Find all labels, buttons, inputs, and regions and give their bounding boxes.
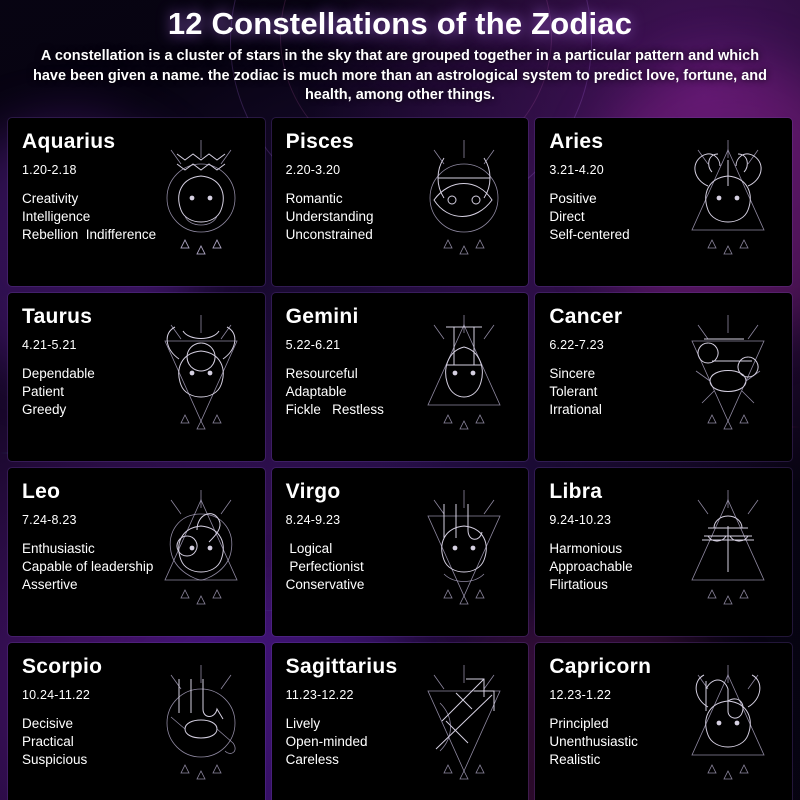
sign-trait: Tolerant: [549, 383, 598, 399]
zodiac-card[interactable]: [535, 118, 792, 286]
sign-dates: 6.22-7.23: [549, 337, 604, 352]
sign-traits: [286, 715, 515, 769]
sign-trait: Decisive: [22, 715, 74, 731]
sign-traits: [549, 365, 778, 419]
sign-trait: Lively: [285, 715, 321, 731]
sign-trait: Adaptable: [285, 383, 347, 399]
sign-trait: Unconstrained: [285, 226, 373, 242]
zodiac-card[interactable]: [272, 468, 529, 636]
sign-trait: Intelligence: [22, 208, 91, 224]
sign-dates: 8.24-9.23: [285, 512, 341, 527]
sign-dates: 3.21-4.20: [549, 162, 604, 177]
sign-name: Pisces: [285, 129, 355, 153]
sign-trait: Practical: [22, 733, 74, 749]
sign-trait: Creativity: [22, 190, 79, 206]
poster-header: [0, 0, 800, 110]
sign-trait: Open-minded: [285, 733, 368, 749]
sign-trait: Suspicious: [22, 751, 88, 767]
sign-name: Aries: [549, 129, 604, 153]
sign-dates: 4.21-5.21: [22, 337, 77, 352]
sign-trait: Harmonious: [549, 540, 623, 556]
sign-name: Taurus: [22, 304, 93, 328]
zodiac-card[interactable]: [8, 643, 265, 800]
zodiac-card[interactable]: [272, 293, 529, 461]
sign-trait: Fickle Restless: [285, 401, 384, 417]
sign-trait: Irrational: [549, 401, 602, 417]
sign-dates: 1.20-2.18: [22, 162, 77, 177]
sign-trait: Conservative: [285, 576, 365, 592]
sign-name: Leo: [22, 479, 61, 503]
sign-trait: Capable of leadership: [22, 558, 154, 574]
sign-trait: Assertive: [22, 576, 78, 592]
sign-trait: Resourceful: [285, 365, 358, 381]
sign-traits: [22, 715, 251, 769]
zodiac-card[interactable]: [8, 118, 265, 286]
sign-name: Virgo: [285, 479, 341, 503]
sign-dates: 10.24-11.22: [22, 687, 90, 702]
sign-trait: Dependable: [22, 365, 95, 381]
sign-trait: Romantic: [285, 190, 343, 206]
sign-traits: [286, 540, 515, 594]
sign-name: Cancer: [549, 304, 623, 328]
sign-trait: Realistic: [549, 751, 601, 767]
sign-name: Capricorn: [549, 654, 652, 678]
zodiac-card[interactable]: [535, 468, 792, 636]
sign-trait: Logical: [285, 540, 333, 556]
zodiac-card[interactable]: [8, 293, 265, 461]
sign-traits: [549, 715, 778, 769]
sign-trait: Unenthusiastic: [549, 733, 638, 749]
sign-trait: Self-centered: [549, 226, 630, 242]
sign-name: Aquarius: [22, 129, 116, 153]
sign-trait: Principled: [549, 715, 609, 731]
sign-dates: 9.24-10.23: [549, 512, 612, 527]
sign-dates: 2.20-3.20: [285, 162, 341, 177]
sign-name: Gemini: [285, 304, 359, 328]
sign-trait: Greedy: [22, 401, 67, 417]
sign-traits: [286, 365, 515, 419]
page-subtitle: A constellation is a cluster of stars in the sky that are grouped together in a particular pattern and which have been given a name. the zodiac is much more than an astrological system to predict love, fortune, and health, among other things.: [32, 48, 768, 104]
zodiac-grid: [8, 118, 792, 800]
sign-trait: Patient: [22, 383, 65, 399]
sign-traits: [286, 190, 515, 244]
sign-trait: Flirtatious: [549, 576, 608, 592]
sign-trait: Rebellion Indifference: [22, 226, 157, 242]
page-title: 12 Constellations of the Zodiac: [167, 6, 633, 41]
sign-name: Sagittarius: [285, 654, 398, 678]
sign-trait: Enthusiastic: [22, 540, 95, 556]
sign-traits: [22, 540, 251, 594]
zodiac-card[interactable]: [272, 118, 529, 286]
sign-dates: 7.24-8.23: [22, 512, 77, 527]
zodiac-card[interactable]: [535, 293, 792, 461]
sign-dates: 11.23-12.22: [285, 687, 354, 702]
zodiac-card[interactable]: [535, 643, 792, 800]
zodiac-card[interactable]: [8, 468, 265, 636]
sign-trait: Perfectionist: [285, 558, 364, 574]
sign-trait: Positive: [549, 190, 597, 206]
sign-name: Scorpio: [22, 654, 103, 678]
sign-trait: Understanding: [285, 208, 374, 224]
sign-trait: Direct: [549, 208, 585, 224]
sign-traits: [549, 190, 778, 244]
sign-traits: [22, 365, 251, 419]
sign-traits: [549, 540, 778, 594]
sign-dates: 12.23-1.22: [549, 687, 612, 702]
sign-trait: Careless: [285, 751, 339, 767]
sign-name: Libra: [549, 479, 603, 503]
sign-trait: Sincere: [549, 365, 596, 381]
zodiac-card[interactable]: [272, 643, 529, 800]
sign-trait: Approachable: [549, 558, 633, 574]
sign-dates: 5.22-6.21: [285, 337, 341, 352]
sign-traits: [22, 190, 251, 244]
